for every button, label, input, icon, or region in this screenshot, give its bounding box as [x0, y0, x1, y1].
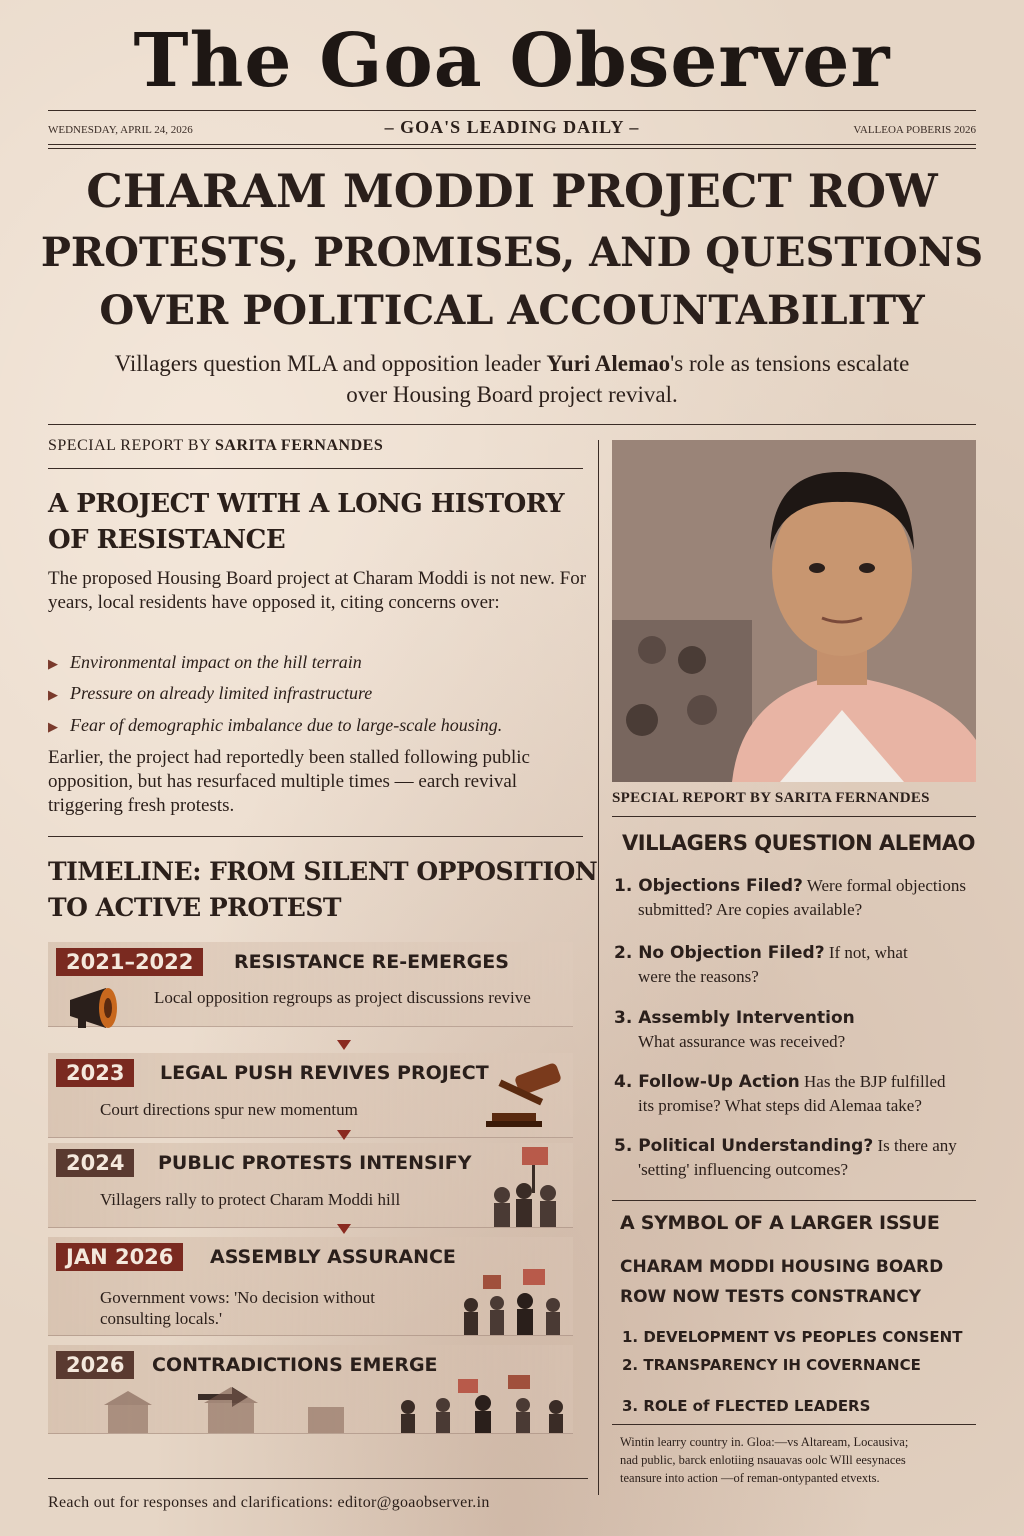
larger-issue-rule — [612, 1424, 976, 1425]
timeline-date: 2024 — [56, 1149, 134, 1177]
headline-line-3: OVER POLITICAL ACCOUNTABILITY — [99, 287, 925, 334]
tagline: – GOA'S LEADING DAILY – — [384, 117, 640, 137]
headline-line-2: PROTESTS, PROMISES, AND QUESTIONS — [40, 229, 984, 276]
question-head: 3. Assembly Intervention — [614, 1008, 855, 1028]
timeline-event — [48, 1053, 573, 1138]
down-arrow-icon — [337, 1224, 351, 1234]
timeline-date: 2021–2022 — [56, 948, 203, 976]
fine-print-line-1: Wintin learry country in. Gloa:—vs Altaream, Locausiva; — [620, 1435, 909, 1449]
masthead-rule-bottom — [48, 144, 976, 145]
timeline-desc: Government vows: 'No decision without consulting locals.' — [100, 1288, 376, 1328]
triangle-bullet-icon: ▶ — [48, 719, 58, 734]
deck-line-2: over Housing Board project revival. — [346, 382, 678, 407]
history-rule — [48, 836, 583, 837]
question-item — [614, 874, 994, 922]
byline-prefix: SPECIAL REPORT BY — [48, 437, 216, 454]
larger-issue-sub-2: ROW NOW TESTS CONSTRANCY — [620, 1287, 922, 1307]
timeline-heading-1: TIMELINE: FROM SILENT OPPOSITION — [48, 857, 598, 886]
larger-issue-heading: A SYMBOL OF A LARGER ISSUE — [620, 1212, 940, 1234]
questions-heading: VILLAGERS QUESTION ALEMAO — [622, 831, 976, 855]
question-head: 2. No Objection Filed? — [614, 943, 825, 963]
photo-caption: SPECIAL REPORT BY SARITA FERNANDES — [612, 790, 930, 806]
village-crowd-illustration — [88, 1375, 573, 1433]
timeline-heading-2: TO ACTIVE PROTEST — [48, 893, 342, 922]
column-divider — [598, 440, 599, 1495]
masthead-right-text: VALLEOA POBERIS 2026 — [853, 124, 976, 136]
bullet-text: Fear of demographic imbalance due to large-scale housing. — [70, 715, 503, 735]
bullet-text: Environmental impact on the hill terrain — [70, 652, 362, 672]
timeline-title: PUBLIC PROTESTS INTENSIFY — [158, 1152, 472, 1174]
section-rule — [48, 424, 976, 425]
byline — [48, 437, 383, 455]
masthead-title: The Goa Observer — [133, 18, 891, 104]
history-heading-1: A PROJECT WITH A LONG HISTORY — [48, 489, 565, 519]
fine-print — [620, 1433, 990, 1487]
history-closing: Earlier, the project had reportedly been stalled following public opposition, but has resurfaced multiple times — earch revival triggering fresh protests. — [48, 747, 530, 816]
megaphone-icon — [62, 986, 142, 1026]
question-head: 1. Objections Filed? — [614, 876, 803, 896]
timeline-date: JAN 2026 — [56, 1243, 183, 1271]
question-text: Is there any — [873, 1136, 957, 1155]
footer-contact: Reach out for responses and clarifications: editor@goaobserver.in — [48, 1494, 490, 1511]
masthead-rule-bottom-2 — [48, 148, 976, 149]
gavel-icon — [486, 1061, 576, 1127]
protest-crowd-icon — [453, 1267, 573, 1335]
fine-print-line-2: nad public, barck enlotiing nsauavas oolc WIll eesynaces — [620, 1453, 906, 1467]
timeline-date: 2026 — [56, 1351, 134, 1379]
caption-rule — [612, 816, 976, 817]
timeline-title: CONTRADICTIONS EMERGE — [152, 1354, 438, 1376]
timeline-event — [48, 942, 573, 1027]
timeline-event — [48, 1237, 573, 1336]
history-bullet-1 — [48, 650, 362, 676]
history-bullet-3 — [48, 713, 502, 739]
question-text-2: were the reasons? — [638, 967, 759, 986]
footer-rule — [48, 1478, 588, 1479]
question-text-2: its promise? What steps did Alemaa take? — [638, 1096, 922, 1115]
timeline-date: 2023 — [56, 1059, 134, 1087]
history-intro: The proposed Housing Board project at Charam Moddi is not new. For years, local residents have opposed it, citing concerns over: — [48, 568, 587, 613]
down-arrow-icon — [337, 1040, 351, 1050]
history-heading-2: OF RESISTANCE — [48, 525, 286, 555]
question-text-2: submitted? Are copies available? — [638, 900, 863, 919]
larger-issue-sub-1: CHARAM MODDI HOUSING BOARD — [620, 1257, 944, 1277]
portrait-photo — [612, 440, 976, 782]
question-text-2: What assurance was received? — [638, 1032, 846, 1051]
dateline: WEDNESDAY, APRIL 24, 2026 — [48, 124, 193, 136]
down-arrow-icon — [337, 1130, 351, 1140]
history-bullet-2 — [48, 681, 372, 707]
timeline-desc: Local opposition regroups as project discussions revive — [154, 988, 531, 1007]
timeline-desc: Court directions spur new momentum — [100, 1100, 358, 1119]
timeline-desc: Villagers rally to protect Charam Moddi hill — [100, 1190, 401, 1209]
question-item — [614, 1006, 994, 1054]
triangle-bullet-icon: ▶ — [48, 656, 58, 671]
larger-issue-point-1: 1. DEVELOPMENT VS PEOPLES CONSENT — [622, 1328, 963, 1346]
question-head: 5. Political Understanding? — [614, 1136, 874, 1156]
deck-text-pre: Villagers question MLA and opposition leader — [114, 351, 547, 376]
bullet-text: Pressure on already limited infrastructure — [70, 683, 373, 703]
timeline-title: ASSEMBLY ASSURANCE — [210, 1246, 456, 1268]
portrait-illustration — [612, 440, 976, 782]
question-head: 4. Follow-Up Action — [614, 1072, 800, 1092]
triangle-bullet-icon: ▶ — [48, 687, 58, 702]
questions-rule — [612, 1200, 976, 1201]
question-text: Were formal objections — [802, 876, 966, 895]
question-item — [614, 941, 994, 989]
byline-name: SARITA FERNANDES — [215, 437, 384, 454]
fine-print-line-3: teansure into action —of reman-ontypanted etvexts. — [620, 1471, 880, 1485]
timeline-title: LEGAL PUSH REVIVES PROJECT — [160, 1062, 489, 1084]
deck-text-post: 's role as tensions escalate — [670, 351, 910, 376]
larger-issue-point-3: 3. ROLE of FLECTED LEADERS — [622, 1397, 871, 1415]
deck-line-1 — [0, 348, 1024, 379]
question-text: Has the BJP fulfilled — [799, 1072, 946, 1091]
headline-line-1: CHARAM MODDI PROJECT ROW — [86, 164, 938, 218]
question-item — [614, 1070, 994, 1118]
timeline-title: RESISTANCE RE-EMERGES — [234, 951, 509, 973]
question-item — [614, 1134, 994, 1182]
timeline-event — [48, 1143, 573, 1228]
question-text: If not, what — [824, 943, 908, 962]
larger-issue-point-2: 2. TRANSPARENCY IH COVERNANCE — [622, 1356, 921, 1374]
masthead-rule-top — [48, 110, 976, 111]
protest-crowd-icon — [488, 1143, 573, 1227]
byline-rule — [48, 468, 583, 469]
timeline-event — [48, 1345, 573, 1434]
question-text-2: 'setting' influencing outcomes? — [638, 1160, 849, 1179]
deck-name: Yuri Alemao — [546, 351, 671, 376]
